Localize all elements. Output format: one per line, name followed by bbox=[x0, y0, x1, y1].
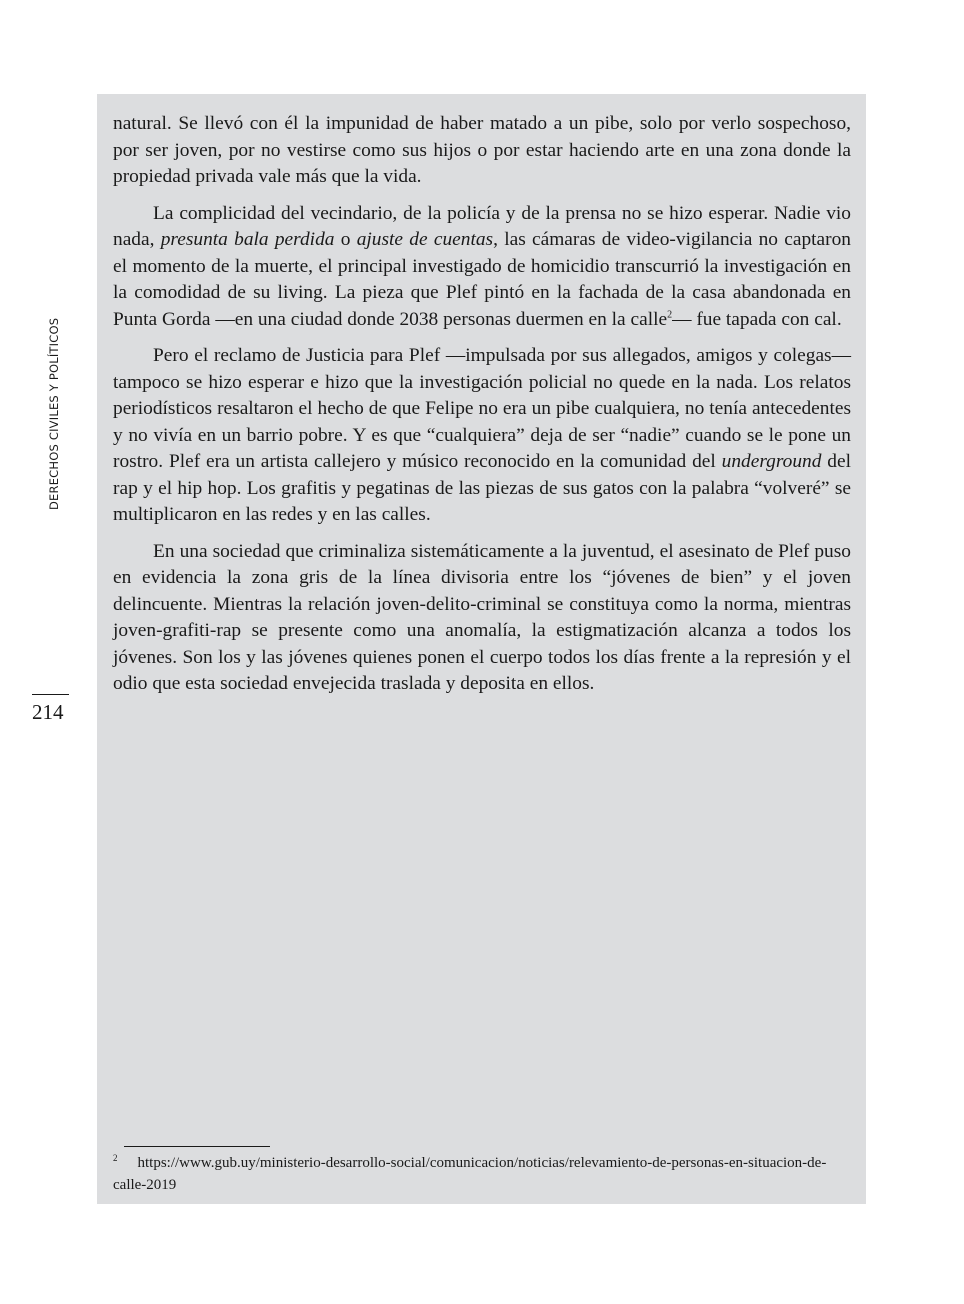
paragraph-2-text-a: La complicidad del vecindario, de la policía y de la prensa no se hizo esperar. Nadie vio nada, bbox=[113, 202, 851, 250]
footnote-rule bbox=[124, 1146, 270, 1147]
italic-phrase: presunta bala perdida bbox=[160, 229, 335, 250]
italic-word: underground bbox=[721, 451, 822, 472]
footnote-reference[interactable]: 2 bbox=[667, 309, 673, 321]
paragraph-3-text-b: del rap y el hip hop. Los grafitis y pegatinas de las piezas de sus gatos con la palabra “volveré” se multiplicaron en las redes y en las calles. bbox=[113, 451, 851, 525]
page-number-rule bbox=[32, 694, 69, 695]
paragraph-2-text-d: — fue tapada con cal. bbox=[672, 308, 842, 330]
page-number: 214 bbox=[32, 700, 64, 724]
paragraph-1-text: natural. Se llevó con él la impunidad de haber matado a un pibe, solo por verlo sospechoso, por ser joven, por no vestirse como sus hijos o por estar haciendo arte en una zona donde la propiedad privada vale más que la vida. bbox=[113, 113, 851, 187]
footnote-link[interactable]: https://www.gub.uy/ministerio-desarrollo-social/comunicacion/noticias/relevamiento-de-personas-en-situacion-de-calle-2019 bbox=[113, 1155, 827, 1193]
paragraph-2-text-c: , las cámaras de video-vigilancia no captaron el momento de la muerte, el principal investigado de homicidio transcurrió la investigación en la comodidad de su living. La pieza que Plef pintó en la fachada de la casa abandonada en Punta Gorda —en una ciudad donde 2038 personas duermen en la calle bbox=[113, 229, 852, 330]
paragraph-1 bbox=[113, 111, 851, 191]
paragraph-4-text: En una sociedad que criminaliza sistemáticamente a la juventud, el asesinato de Plef puso en evidencia la zona gris de la línea divisoria entre los “jóvenes de bien” y el joven delincuente. Mientras la relación joven-delito-criminal se constituya como la norma, mientras joven-grafiti-rap se presente como una anomalía, la estigmatización alcanza a todos los jóvenes. Son los y las jóvenes quienes ponen el cuerpo todos los días frente a la represión y el odio que esta sociedad envejecida traslada y deposita en ellos. bbox=[113, 540, 851, 694]
running-section-title: DERECHOS CIVILES Y POLÍTICOS bbox=[47, 317, 61, 510]
footnote-marker: 2 bbox=[113, 1153, 118, 1163]
paragraph-3-text-a: Pero el reclamo de Justicia para Plef —impulsada por sus allegados, amigos y colegas— tampoco se hizo esperar e hizo que la investigación policial no quede en la nada. Los relatos periodísticos resaltaron el hecho de que Felipe no era un pibe cualquiera, no tenía antecedentes y no vivía en un barrio pobre. Y es que “cualquiera” deja de ser “nadie” cuando se le pone un rostro. Plef era un artista callejero y músico reconocido en la comunidad del bbox=[113, 345, 851, 472]
italic-phrase: ajuste de cuentas bbox=[356, 229, 494, 250]
paragraph-2-text-b: o bbox=[334, 229, 357, 250]
body-text bbox=[113, 111, 851, 708]
paragraph-3 bbox=[113, 343, 851, 529]
footnote bbox=[113, 1152, 851, 1196]
paragraph-2 bbox=[113, 201, 851, 334]
paragraph-4 bbox=[113, 539, 851, 698]
text-panel bbox=[97, 94, 866, 1204]
